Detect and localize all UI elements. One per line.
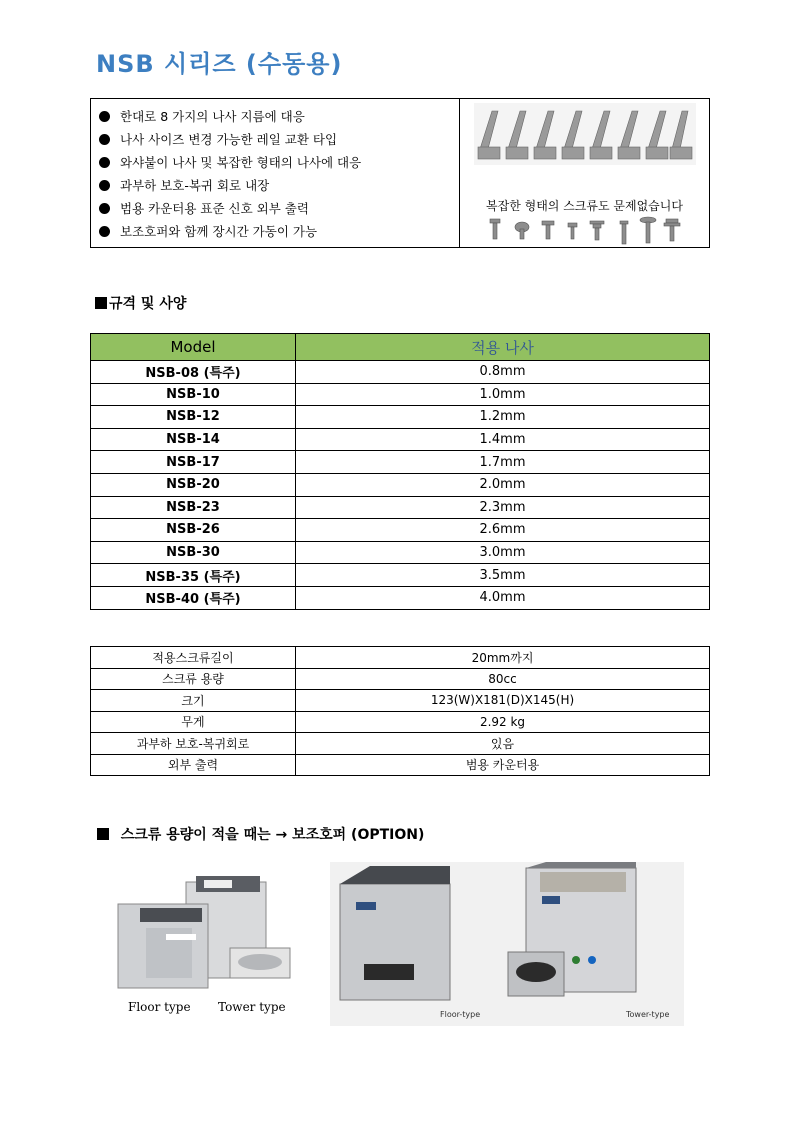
size-cell: 4.0mm [296, 586, 710, 609]
model-cell: NSB-17 [91, 451, 296, 474]
table-row [91, 383, 710, 406]
feature-list [91, 99, 459, 243]
table-row [91, 647, 710, 669]
table-row [91, 519, 710, 542]
spec-key: 외부 출력 [91, 754, 296, 776]
bullet-icon [99, 134, 110, 145]
screws-image [484, 215, 684, 245]
bullet-icon [99, 157, 110, 168]
page-title: NSB 시리즈 (수동용) [96, 50, 343, 78]
hopper-section-title: 스크류 용량이 적을 때는 → 보조호퍼 (OPTION) [97, 824, 424, 844]
model-cell: NSB-30 [91, 541, 296, 564]
spec-value: 범용 카운터용 [296, 754, 710, 776]
size-cell: 0.8mm [296, 361, 710, 384]
table-row [91, 690, 710, 712]
bullet-icon [99, 203, 110, 214]
spec-section-title: 규격 및 사양 [95, 293, 186, 313]
spec-key: 적용스크류길이 [91, 647, 296, 669]
table-row [91, 541, 710, 564]
bullet-icon [99, 111, 110, 122]
hopper-photo-left [100, 862, 310, 1022]
header-screw: 적용 나사 [296, 334, 710, 361]
caption-tower-type-right: Tower-type [626, 1010, 670, 1019]
size-cell: 1.2mm [296, 406, 710, 429]
size-cell: 2.0mm [296, 473, 710, 496]
feature-item: 와샤붙이 나사 및 복잡한 형태의 나사에 대응 [99, 151, 459, 174]
model-cell: NSB-26 [91, 519, 296, 542]
caption-floor-type-right: Floor-type [440, 1010, 481, 1019]
feature-item: 한대로 8 가지의 나사 지름에 대응 [99, 105, 459, 128]
feature-box [90, 98, 710, 248]
feature-list-panel [91, 99, 460, 247]
spec-key: 크기 [91, 690, 296, 712]
size-cell: 1.0mm [296, 383, 710, 406]
spec-key: 과부하 보호-복귀회로 [91, 733, 296, 755]
bullet-icon [99, 226, 110, 237]
table-row [91, 361, 710, 384]
spec-value: 2.92 kg [296, 711, 710, 733]
size-cell: 1.4mm [296, 428, 710, 451]
model-cell: NSB-10 [91, 383, 296, 406]
model-cell: NSB-40 (특주) [91, 586, 296, 609]
model-cell: NSB-20 [91, 473, 296, 496]
hopper-photo-right [330, 862, 684, 1026]
spec-value: 20mm까지 [296, 647, 710, 669]
header-model: Model [91, 334, 296, 361]
model-cell: NSB-08 (특주) [91, 361, 296, 384]
model-cell: NSB-14 [91, 428, 296, 451]
square-bullet-icon [97, 828, 109, 840]
size-cell: 1.7mm [296, 451, 710, 474]
table-header-row [91, 334, 710, 361]
model-cell: NSB-12 [91, 406, 296, 429]
size-cell: 2.3mm [296, 496, 710, 519]
spec-key: 무게 [91, 711, 296, 733]
table-row [91, 406, 710, 429]
model-table [90, 333, 710, 610]
bullet-icon [99, 180, 110, 191]
size-cell: 2.6mm [296, 519, 710, 542]
spec-value: 있음 [296, 733, 710, 755]
size-cell: 3.0mm [296, 541, 710, 564]
spec-value: 123(W)X181(D)X145(H) [296, 690, 710, 712]
caption-tower-type: Tower type [218, 1000, 286, 1014]
table-row [91, 711, 710, 733]
feature-item: 나사 사이즈 변경 가능한 레일 교환 타입 [99, 128, 459, 151]
feature-item: 과부하 보호-복귀 회로 내장 [99, 174, 459, 197]
square-bullet-icon [95, 297, 107, 309]
table-row [91, 564, 710, 587]
hopper-machines-photo [330, 862, 684, 1012]
table-row [91, 668, 710, 690]
feature-item: 보조호퍼와 함께 장시간 가동이 가능 [99, 220, 459, 243]
table-row [91, 754, 710, 776]
caption-floor-type: Floor type [128, 1000, 191, 1014]
complex-screw-caption: 복잡한 형태의 스크류도 문제없습니다 [486, 199, 683, 213]
table-row [91, 428, 710, 451]
rails-image [474, 103, 696, 165]
table-row [91, 451, 710, 474]
model-cell: NSB-23 [91, 496, 296, 519]
feature-item: 범용 카운터용 표준 신호 외부 출력 [99, 197, 459, 220]
hopper-machines-illustration [100, 862, 310, 1002]
model-cell: NSB-35 (특주) [91, 564, 296, 587]
spec-key: 스크류 용량 [91, 668, 296, 690]
feature-image-panel [460, 99, 709, 247]
size-cell: 3.5mm [296, 564, 710, 587]
spec-value: 80cc [296, 668, 710, 690]
table-row [91, 733, 710, 755]
table-row [91, 586, 710, 609]
table-row [91, 496, 710, 519]
table-row [91, 473, 710, 496]
spec-table [90, 646, 710, 776]
